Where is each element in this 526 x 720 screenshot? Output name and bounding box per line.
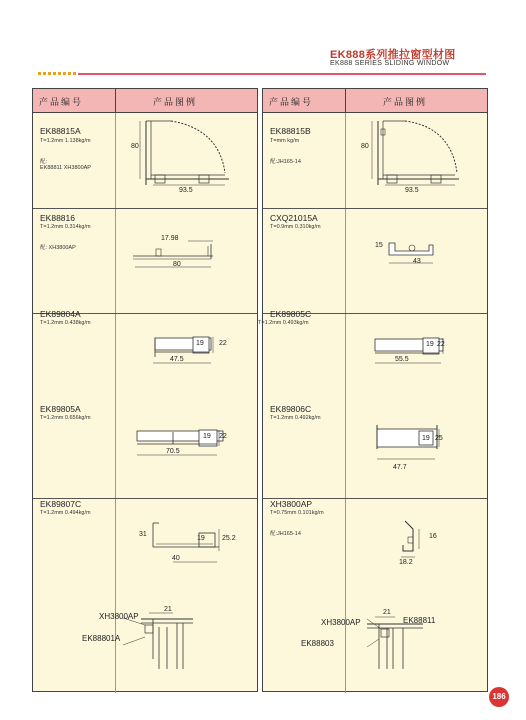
dimension-label: 80 (173, 261, 181, 268)
product-spec: T=mm kg/m (270, 138, 300, 144)
product-code: EK88815B (270, 126, 311, 136)
page-number: 186 (489, 687, 509, 707)
right-catalog-panel (258, 88, 488, 692)
dimension-label: 16 (429, 533, 437, 540)
product-spec: T=1.2mm 0.314kg/m (40, 224, 91, 230)
dimension-label: 55.5 (395, 356, 409, 363)
dimension-label: 22 (219, 433, 227, 440)
product-note: EK88811 XH3800AP (40, 165, 91, 171)
dimension-label: 19 (203, 433, 211, 440)
assembly-label: EK88803 (301, 639, 334, 648)
dimension-label: 22 (437, 341, 445, 348)
assembly-dimension: 21 (164, 606, 172, 613)
assembly-label: XH3800AP (321, 618, 361, 627)
product-code: EK89806C (270, 404, 312, 414)
page-title: EK888系列推拉窗型材图 (330, 49, 456, 61)
product-spec: T=0.9mm 0.310kg/m (270, 224, 321, 230)
product-spec: T=1.2mm 0.492kg/m (270, 415, 321, 421)
dimension-label: 31 (139, 531, 147, 538)
product-spec: T=1.2mm 0.493kg/m (258, 320, 309, 326)
dimension-label: 93.5 (179, 187, 193, 194)
assembly-label: EK88801A (82, 634, 121, 643)
dimension-label: 19 (426, 341, 434, 348)
title-rule-line (78, 73, 486, 75)
dimension-label: 19 (196, 340, 204, 347)
dimension-label: 17.98 (161, 235, 179, 242)
dimension-label: 80 (361, 143, 369, 150)
dimension-label: 80 (131, 143, 139, 150)
dimension-label: 40 (172, 555, 180, 562)
product-code: CXQ21015A (270, 213, 318, 223)
dimension-label: 47.7 (393, 464, 407, 471)
assembly-dimension: 21 (383, 609, 391, 616)
col-figure-header: 产品图例 (383, 97, 428, 107)
profile-drawing (263, 89, 489, 693)
dimension-label: 19 (197, 535, 205, 542)
page-subtitle: EK888 SERIES SLIDING WINDOW (330, 60, 450, 67)
product-spec: T=1.2mm 0.656kg/m (40, 415, 91, 421)
product-note: 配: (40, 159, 48, 165)
product-spec: T=1.2mm 0.438kg/m (40, 320, 91, 326)
product-code: XH3800AP (270, 499, 313, 509)
left-catalog-panel (32, 88, 258, 692)
product-note: 配: XH3800AP (40, 245, 76, 251)
dimension-label: 93.5 (405, 187, 419, 194)
product-code: EK89805C (270, 309, 312, 319)
dimension-label: 25 (435, 435, 443, 442)
assembly-label: EK88811 (403, 616, 436, 625)
assembly-label: XH3800AP (99, 612, 139, 621)
product-spec: T=1.2mm 0.494kg/m (40, 510, 91, 516)
product-spec: T=1.2mm 1.138kg/m (40, 138, 91, 144)
title-rule-dots (38, 72, 78, 75)
col-code-header: 产品编号 (269, 97, 314, 107)
product-code: EK89805A (40, 404, 81, 414)
dimension-label: 22 (219, 340, 227, 347)
product-code: EK88816 (40, 213, 75, 223)
dimension-label: 19 (422, 435, 430, 442)
dimension-label: 25.2 (222, 535, 236, 542)
col-code-header: 产品编号 (39, 97, 84, 107)
dimension-label: 43 (413, 258, 421, 265)
product-code: EK89804A (40, 309, 81, 319)
product-spec: T=0.75mm 0.101kg/m (270, 510, 324, 516)
dimension-label: 18.2 (399, 559, 413, 566)
product-note: 配:JH165-14 (270, 159, 301, 165)
product-code: EK89807C (40, 499, 82, 509)
product-note: 配:JH165-14 (270, 531, 301, 537)
dimension-label: 47.5 (170, 356, 184, 363)
dimension-label: 70.5 (166, 448, 180, 455)
dimension-label: 15 (375, 242, 383, 249)
col-figure-header: 产品图例 (153, 97, 198, 107)
profile-drawing (33, 89, 259, 693)
product-code: EK88815A (40, 126, 81, 136)
